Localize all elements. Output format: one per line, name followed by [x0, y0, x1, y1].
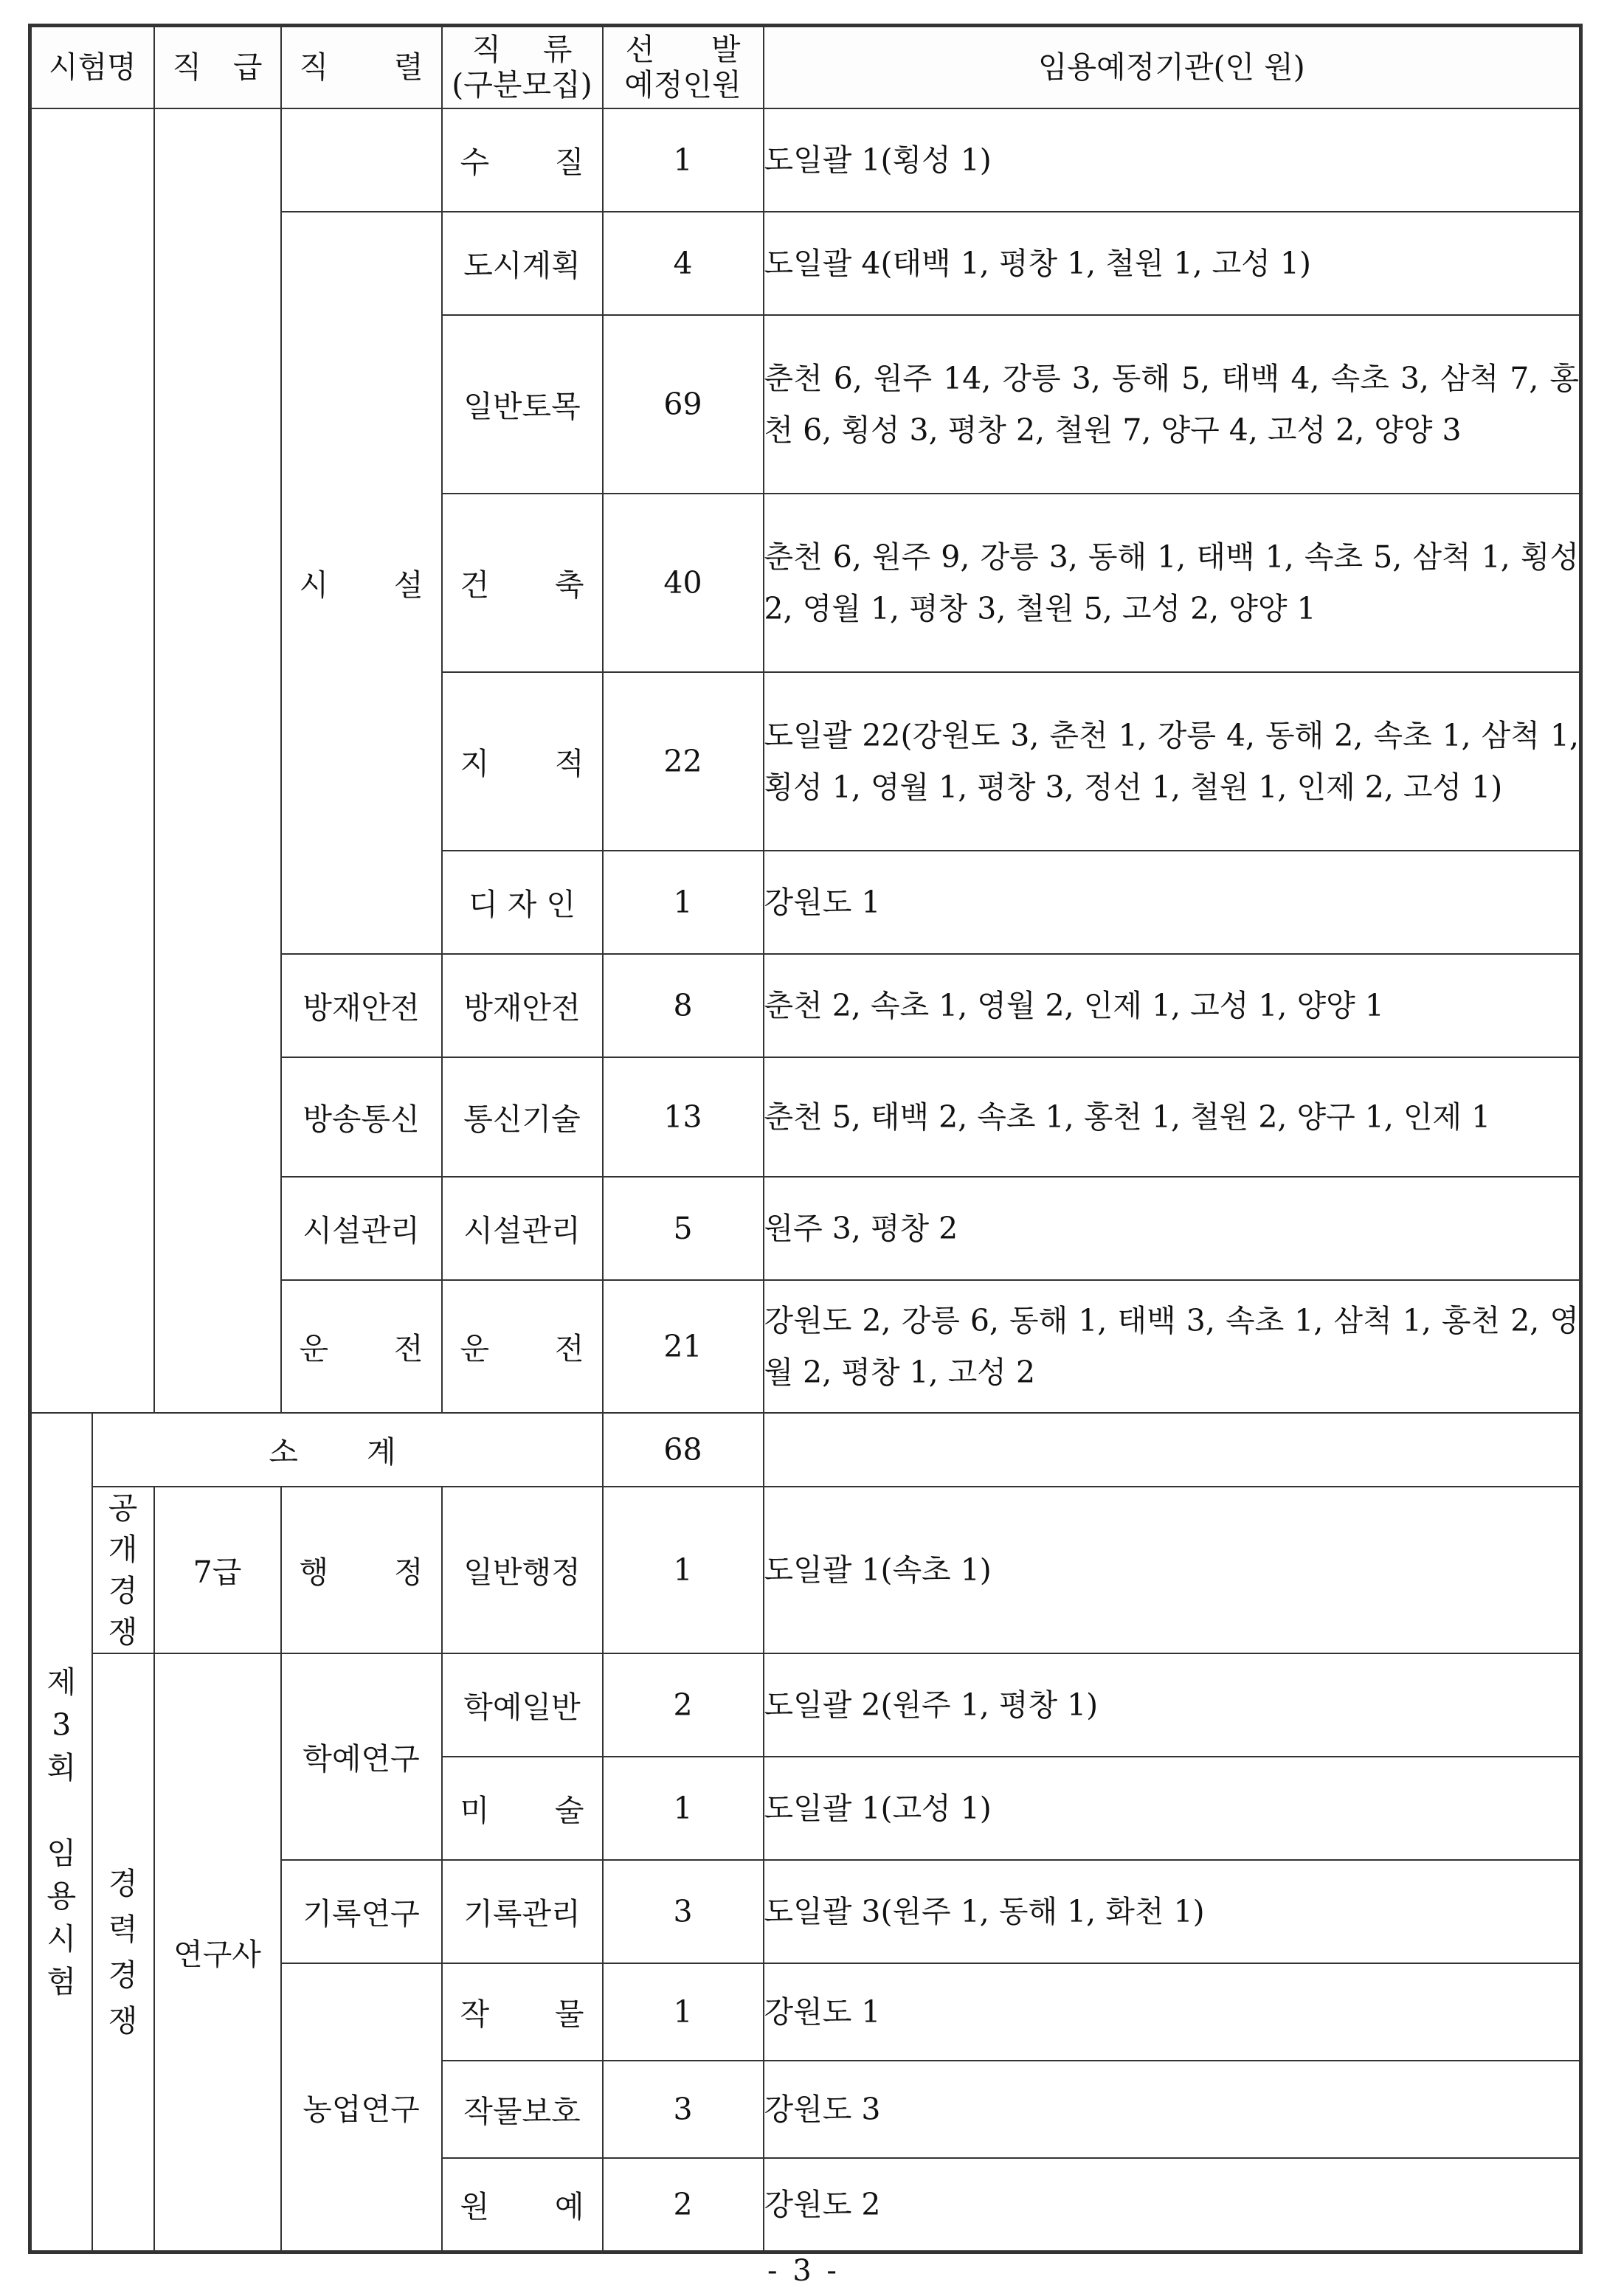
series-cell: 행 정 — [281, 1487, 442, 1653]
subtotal-row — [30, 1413, 1581, 1487]
category-cell: 도시계획 — [442, 212, 603, 315]
exam3-title-char: 임 — [46, 1835, 77, 1871]
series-cell-records: 기록연구 — [281, 1860, 442, 1963]
exam3-title-char: 제 — [46, 1664, 77, 1700]
agency-cell: 춘천 6, 원주 9, 강릉 3, 동해 1, 태백 1, 속초 5, 삼척 1, 횡성 2, 영월 1, 평창 3, 철원 5, 고성 2, 양양 1 — [764, 494, 1581, 672]
table-row — [30, 1653, 1581, 1757]
career-competition-char: 쟁 — [108, 2002, 138, 2039]
exam3-title — [32, 1661, 91, 2003]
category-cell: 통신기술 — [442, 1057, 603, 1177]
agency-cell: 도일괄 1(고성 1) — [764, 1757, 1581, 1860]
open-competition-char: 경 — [108, 1572, 138, 1608]
agency-cell: 도일괄 3(원주 1, 동해 1, 화천 1) — [764, 1860, 1581, 1963]
agency-cell: 도일괄 1(속초 1) — [764, 1487, 1581, 1653]
category-cell: 작 물 — [442, 1963, 603, 2061]
category-cell: 방재안전 — [442, 954, 603, 1057]
header-series: 직 렬 — [281, 26, 442, 108]
series-cell-agri: 농업연구 — [281, 1963, 442, 2252]
category-cell: 지 적 — [442, 672, 603, 851]
planned-cell: 5 — [603, 1177, 764, 1280]
header-grade: 직 급 — [154, 26, 281, 108]
planned-cell: 3 — [603, 1860, 764, 1963]
open-competition-char: 개 — [108, 1531, 138, 1567]
career-competition-char: 경 — [108, 1957, 138, 1993]
header-planned-sub: 예정인원 — [624, 67, 742, 103]
page-number: - 3 - — [767, 2254, 840, 2288]
open-competition-char: 공 — [108, 1490, 138, 1526]
agency-cell: 강원도 2 — [764, 2158, 1581, 2252]
table-row — [30, 1487, 1581, 1653]
recruitment-table — [28, 24, 1583, 2254]
series-cell: 운 전 — [281, 1280, 442, 1413]
category-cell: 학예일반 — [442, 1653, 603, 1757]
category-cell: 미 술 — [442, 1757, 603, 1860]
open-competition-cell — [92, 1487, 154, 1653]
category-cell: 디 자 인 — [442, 851, 603, 954]
planned-cell: 3 — [603, 2061, 764, 2158]
planned-cell: 40 — [603, 494, 764, 672]
series-cell: 방재안전 — [281, 954, 442, 1057]
planned-cell: 13 — [603, 1057, 764, 1177]
planned-cell: 2 — [603, 1653, 764, 1757]
planned-cell: 1 — [603, 1963, 764, 2061]
agency-cell: 도일괄 4(태백 1, 평창 1, 철원 1, 고성 1) — [764, 212, 1581, 315]
series-cell-empty — [281, 108, 442, 212]
category-cell: 운 전 — [442, 1280, 603, 1413]
planned-cell: 8 — [603, 954, 764, 1057]
series-cell: 시설관리 — [281, 1177, 442, 1280]
grade-cell-empty — [154, 108, 281, 1413]
category-cell: 원 예 — [442, 2158, 603, 2252]
series-cell-arts: 학예연구 — [281, 1653, 442, 1860]
planned-cell: 69 — [603, 315, 764, 494]
category-cell: 시설관리 — [442, 1177, 603, 1280]
exam3-title-cell — [30, 1413, 92, 2252]
agency-cell: 춘천 2, 속초 1, 영월 2, 인제 1, 고성 1, 양양 1 — [764, 954, 1581, 1057]
category-cell: 건 축 — [442, 494, 603, 672]
series-cell: 방송통신 — [281, 1057, 442, 1177]
agency-cell: 강원도 2, 강릉 6, 동해 1, 태백 3, 속초 1, 삼척 1, 홍천 2, 영월 2, 평창 1, 고성 2 — [764, 1280, 1581, 1413]
planned-cell: 1 — [603, 851, 764, 954]
exam3-title-char: 3 — [52, 1707, 72, 1743]
category-cell: 작물보호 — [442, 2061, 603, 2158]
header-row — [30, 26, 1581, 108]
agency-cell: 강원도 1 — [764, 851, 1581, 954]
category-cell: 기록관리 — [442, 1860, 603, 1963]
header-category: 직 류 (구분모집) — [442, 26, 603, 108]
subtotal-agency-empty — [764, 1413, 1581, 1487]
exam3-title-char: 험 — [46, 1963, 77, 1999]
career-competition-cell — [92, 1653, 154, 2252]
agency-cell: 도일괄 22(강원도 3, 춘천 1, 강릉 4, 동해 2, 속초 1, 삼척 1, 횡성 1, 영월 1, 평창 3, 정선 1, 철원 1, 인제 2, 고성 1) — [764, 672, 1581, 851]
career-competition-label — [93, 1861, 153, 2044]
career-competition-char: 력 — [108, 1911, 138, 1947]
subtotal-label — [92, 1413, 603, 1487]
header-planned: 선 발 예정인원 — [603, 26, 764, 108]
header-agency: 임용예정기관(인 원) — [764, 26, 1581, 108]
agency-cell: 춘천 5, 태백 2, 속초 1, 홍천 1, 철원 2, 양구 1, 인제 1 — [764, 1057, 1581, 1177]
planned-cell: 4 — [603, 212, 764, 315]
category-cell: 일반토목 — [442, 315, 603, 494]
header-category-sub: (구분모집) — [452, 67, 592, 103]
planned-cell: 2 — [603, 2158, 764, 2252]
agency-cell: 원주 3, 평창 2 — [764, 1177, 1581, 1280]
career-competition-char: 경 — [108, 1865, 138, 1901]
agency-cell: 강원도 3 — [764, 2061, 1581, 2158]
table-row — [30, 108, 1581, 212]
exam3-title-char — [57, 1789, 66, 1832]
category-cell: 수 질 — [442, 108, 603, 212]
agency-cell: 도일괄 1(횡성 1) — [764, 108, 1581, 212]
grade-cell: 7급 — [154, 1487, 281, 1653]
category-cell: 일반행정 — [442, 1487, 603, 1653]
open-competition-label — [93, 1487, 153, 1653]
exam3-title-char: 시 — [46, 1920, 77, 1957]
agency-cell: 도일괄 2(원주 1, 평창 1) — [764, 1653, 1581, 1757]
agency-cell: 강원도 1 — [764, 1963, 1581, 2061]
planned-cell: 1 — [603, 1757, 764, 1860]
agency-cell: 춘천 6, 원주 14, 강릉 3, 동해 5, 태백 4, 속초 3, 삼척 7, 홍천 6, 횡성 3, 평창 2, 철원 7, 양구 4, 고성 2, 양양 3 — [764, 315, 1581, 494]
exam3-title-char: 용 — [46, 1878, 77, 1914]
planned-cell: 1 — [603, 108, 764, 212]
open-competition-char: 쟁 — [108, 1614, 138, 1650]
header-exam: 시험명 — [30, 26, 154, 108]
grade-cell-researcher: 연구사 — [154, 1653, 281, 2252]
exam3-title-char: 회 — [46, 1749, 77, 1785]
subtotal-label-text: 소 계 — [269, 1434, 426, 1470]
planned-cell: 21 — [603, 1280, 764, 1413]
exam-cell-empty — [30, 108, 154, 1413]
series-cell-facility: 시 설 — [281, 212, 442, 954]
planned-cell: 22 — [603, 672, 764, 851]
planned-cell: 1 — [603, 1487, 764, 1653]
subtotal-num: 68 — [603, 1413, 764, 1487]
